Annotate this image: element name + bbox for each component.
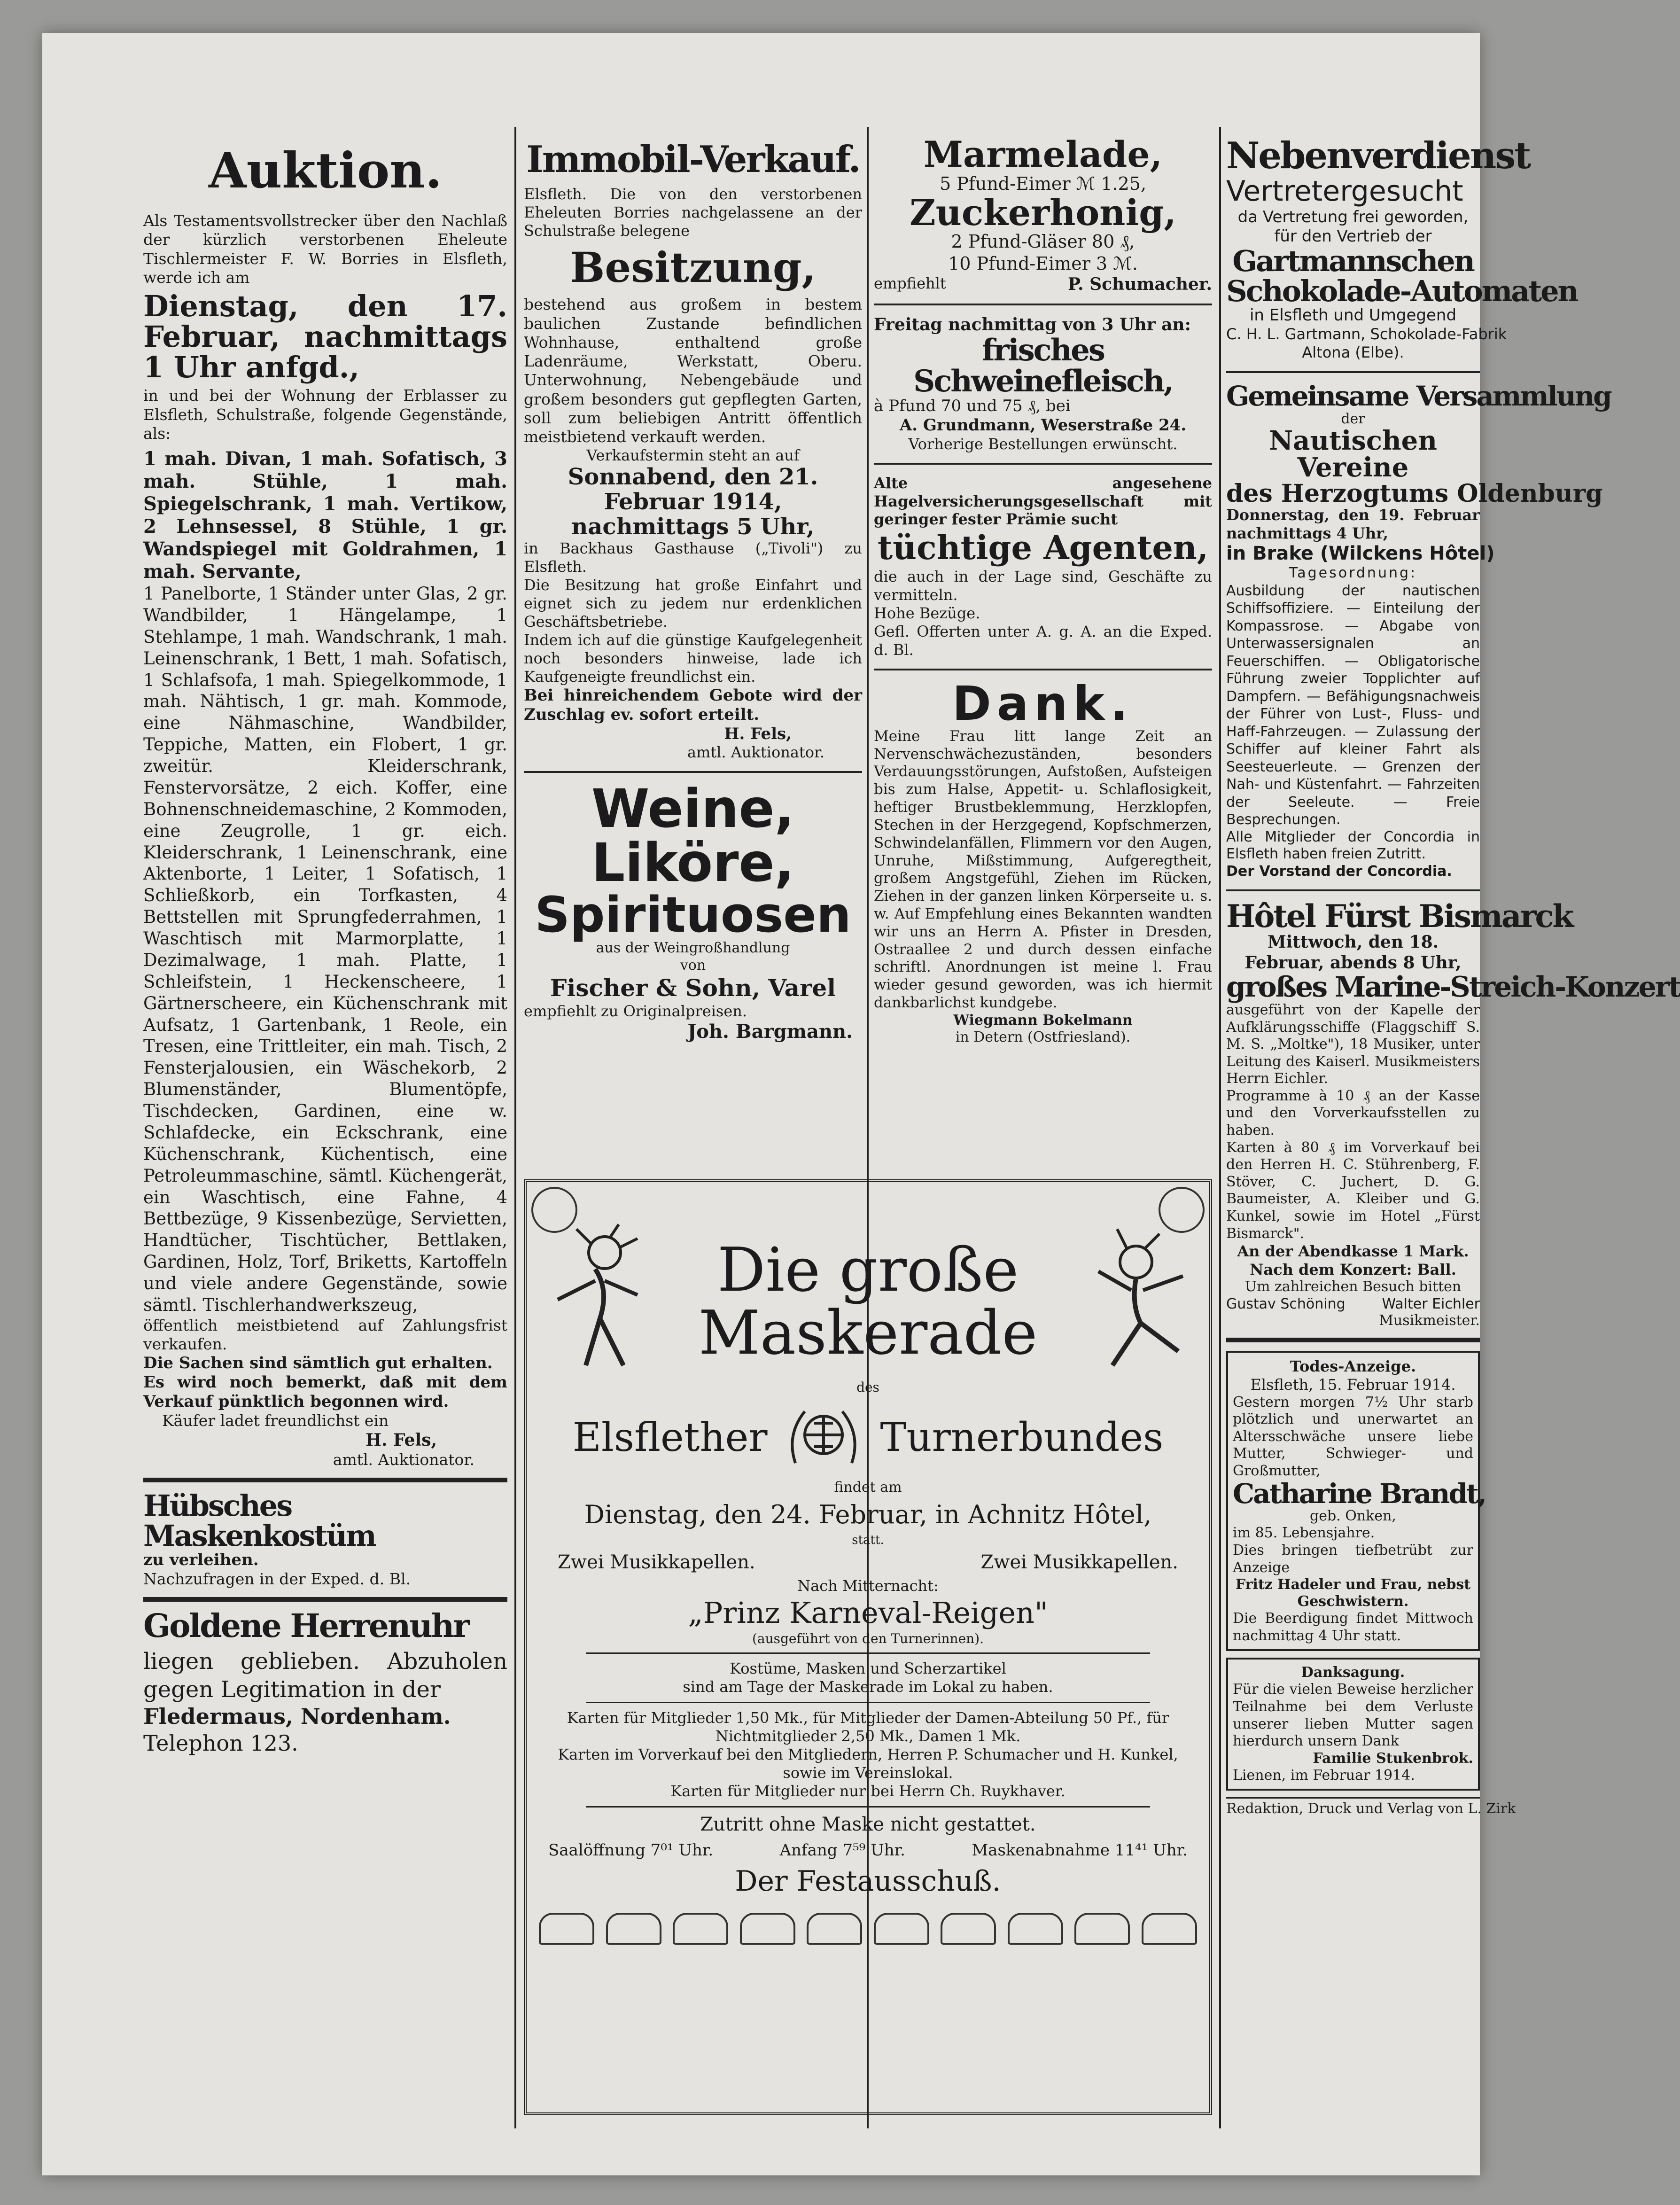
hotel-sign-3: Musikmeister. [1379, 1312, 1480, 1329]
immobil-bold: Bei hinreichendem Gebote wird der Zuschlag ev. sofort erteilt. [524, 686, 862, 724]
uhr-phone: Telephon 123. [143, 1730, 298, 1756]
weine-line-1: Weine, [591, 779, 795, 840]
jester-right-icon [1084, 1224, 1197, 1379]
vers-sign: Der Vorstand der Concordia. [1226, 863, 1452, 880]
neben-title: Nebenverdienst [1226, 134, 1530, 177]
bismarck-ad [1226, 898, 1680, 1329]
newspaper-page [42, 33, 1680, 2175]
maskerade-reigen-note: (ausgeführt von den Turnerinnen). [752, 1631, 984, 1646]
dank2-family: Familie Stukenbrok. [1313, 1750, 1473, 1767]
auktion-items: 1 Panelborte, 1 Ständer unter Glas, 2 gr. Wandbilder, 1 Hängelampe, 1 Stehlampe, 1 mah. Wandschrank, 1 mah. Leinenschrank, 1 Bett, 1 mah. Sofatisch, 1 Schlafsofa, 1 mah. Spiegelkommode, 1 mah. Nähtisch, 1 gr. mah. Kommode, eine Nähmaschine, Wandbilder, Teppiche, Matten, ein Flobert, 1 gr. zweitür. Kleiderschrank, Fenstervorsätze, 2 eich. Koffer, eine Bohnenschneidemaschine, 2 Kommoden, eine Zeugrolle, 1 gr. eich. Kleiderschrank, 1 Leinenschrank, eine Aktenborte, 1 Leiter, 1 Sofatisch, 1 Schließkorb, ein Torfkasten, 4 Bettstellen mit Sprungfederrahmen, 1 Waschtisch mit Marmorplatte, 1 Dezimalwage, 1 mah. Platte, 1 Schleifstein, 1 Heckenscheere, 1 Gärtnerscheere, ein Küchenschrank mit Aufsatz, 1 Gartenbank, 1 Reole, ein Tresen, eine Trittleiter, ein mah. Tisch, 2 Fensterjalousien, ein Wäschekorb, 2 Blumenständer, Blumentöpfe, Tischdecken, Gardinen, eine w. Schlafdecke, ein Eckschrank, eine Küchenschrank, Küchentisch, eine Petroleummaschine, sämtl. Küchengerät, ein Waschtisch, eine Fahne, 4 Bettbezüge, 9 Kissenbezüge, Servietten, Handtücher, Tischtücher, Bettlaken, Gardinen, Holz, Torf, Briketts, Kartoffeln und viele andere Gegenstände, sowie sämtl. Tischlerhandwerkszeug, [143, 584, 507, 1315]
immobil-ad [524, 138, 862, 762]
maskerade-band-left: Zwei Musikkapellen. [558, 1551, 755, 1574]
auktion-note-2: Es wird noch bemerkt, daß mit dem Verkauf pünktlich begonnen wird. [143, 1373, 507, 1411]
auktion-date: Dienstag, den 17. Februar, nachmittags 1 Uhr anfgd., [143, 289, 507, 385]
hotel-text: ausgeführt von der Kapelle der Aufklärungsschiffe (Flaggschiff S. M. S. „Moltke"), 18 Musiker, unter Leitung des Kaiserl. Musikmeisters Herrn Eichler. [1226, 1001, 1480, 1087]
fleisch-price: à Pfund 70 und 75 ₰, bei [874, 396, 1071, 415]
immobil-desc: bestehend aus großem in bestem baulichen Zustande befindlichen Wohnhause, enthaltend große Ladenräume, Werkstatt, Oberu. Unterwohnung, Nebengebäude und großem besonders gut gepflegten Garten, soll zum beliebigen Antritt öffentlich meistbietend verkauft werden. [524, 295, 862, 446]
ornament-icon [1074, 1913, 1130, 1945]
fleisch-sign: A. Grundmann, Weserstraße 24. [899, 416, 1187, 435]
nebenverdienst-ad [1226, 134, 1578, 362]
dank2-title: Danksagung. [1301, 1664, 1405, 1681]
maskerade-open: Saalöffnung 7⁰¹ Uhr. [548, 1841, 714, 1860]
ornament-icon [673, 1913, 728, 1945]
maskerade-ad [524, 1179, 1212, 2119]
maskerade-tickets-1: Karten für Mitglieder 1,50 Mk., für Mitglieder der Damen-Abteilung 50 Pf., für Nichtmitglieder 2,50 Mk., Damen 1 Mk. [567, 1709, 1169, 1745]
dank2-text: Für die vielen Beweise herzlicher Teilnahme bei dem Verluste unserer lieben Mutter sagen hierdurch unsern Dank [1233, 1681, 1473, 1750]
separator [143, 1478, 507, 1482]
weine-ad [524, 779, 862, 1043]
separator [586, 1652, 1150, 1654]
neben-firm-1: Gartmannschen [1232, 244, 1474, 279]
maskerade-findet: findet am [834, 1479, 902, 1496]
todes-name: Catharine Brandt, [1233, 1477, 1486, 1510]
fleisch-intro: Freitag nachmittag von 3 Uhr an: [874, 315, 1191, 335]
zucker-sign: P. Schumacher. [1067, 274, 1212, 295]
agenten-intro: Alte angesehene Hagelversicherungsgesellschaft mit geringer fester Prämie sucht [874, 474, 1212, 528]
maskerade-costume-1: Kostüme, Masken und Scherzartikel [730, 1660, 1006, 1678]
hotel-invite: Um zahlreichen Besuch bitten [1244, 1278, 1462, 1295]
agenten-bezuege: Hohe Bezüge. [874, 604, 980, 622]
vers-agenda-label: Tagesordnung: [1289, 565, 1417, 582]
hotel-ball: Nach dem Konzert: Ball. [1250, 1260, 1456, 1278]
maskerade-midnight: Nach Mitternacht: [797, 1577, 939, 1595]
auktion-place: in und bei der Wohnung der Erblasser zu Elsfleth, Schulstraße, folgende Gegenstände, als: [143, 386, 507, 443]
neben-firm-2: Schokolade-Automaten [1226, 273, 1578, 308]
column-4 [1226, 127, 1680, 2128]
dank-ad [874, 676, 1212, 1046]
auktion-sign-role: amtl. Auktionator. [333, 1450, 474, 1469]
maskerade-start: Anfang 7⁵⁹ Uhr. [779, 1841, 905, 1860]
todes-text: Gestern morgen 7½ Uhr starb plötzlich und unerwartet an Altersschwäche unsere liebe Mutter, Schwieger- und Großmutter, [1233, 1394, 1473, 1479]
vers-line-1: Nautischen Vereine [1268, 425, 1437, 483]
auktion-terms: öffentlich meistbietend auf Zahlungsfrist verkaufen. [143, 1316, 507, 1354]
weine-firm: Fischer & Sohn, Varel [550, 974, 836, 1002]
zucker-price-2: 10 Pfund-Eimer 3 ℳ. [948, 253, 1138, 274]
agenten-offer: Gefl. Offerten unter A. g. A. an die Exped. d. Bl. [874, 622, 1212, 659]
separator [1226, 1338, 1480, 1342]
flower-ornament-icon [531, 1187, 577, 1233]
weine-sign: Joh. Bargmann. [687, 1021, 853, 1043]
todes-funeral: Die Beerdigung findet Mittwoch nachmittag 4 Uhr statt. [1233, 1610, 1473, 1644]
agenten-text: die auch in der Lage sind, Geschäfte zu vermitteln. [874, 567, 1212, 604]
neben-text-2: für den Vertrieb der [1274, 227, 1432, 246]
maskerade-club-left: Elsflether [572, 1414, 768, 1461]
fleisch-title: frisches Schweinefleisch, [913, 333, 1173, 399]
todes-date: Elsfleth, 15. Februar 1914. [1250, 1375, 1456, 1394]
marmelade-ad [874, 133, 1212, 295]
immobil-place: in Backhaus Gasthause („Tivoli") zu Elsfleth. [524, 539, 862, 576]
marmelade-title: Marmelade, [923, 133, 1163, 175]
dank-place: in Detern (Ostfriesland). [955, 1028, 1131, 1045]
turner-cross-emblem-icon [781, 1402, 866, 1473]
ornament-icon [539, 1913, 594, 1945]
maskerade-unmask: Maskenabnahme 11⁴¹ Uhr. [972, 1841, 1188, 1860]
neben-sign-1: C. H. L. Gartmann, Schokolade-Fabrik [1226, 325, 1507, 343]
separator [586, 1806, 1150, 1808]
zucker-price-1: 2 Pfund-Gläser 80 ₰, [951, 231, 1135, 252]
vers-der: der [1341, 410, 1365, 427]
weine-line-2: Liköre, [591, 832, 794, 894]
todes-age: im 85. Lebensjahre. [1233, 1525, 1375, 1542]
column-rule [1219, 127, 1221, 2128]
maskerade-tickets-3: Karten für Mitglieder nur bei Herrn Ch. Ruykhaver. [670, 1782, 1066, 1800]
hotel-tickets: Karten à 80 ₰ im Vorverkauf bei den Herren H. C. Stührenberg, F. Stöver, C. Juchert, D. G. Baumeister, A. Kleiber und G. Kunkel, sowie im Hotel „Fürst Bismarck". [1226, 1139, 1480, 1242]
todes-grief: Dies bringen tiefbetrübt zur Anzeige [1233, 1542, 1473, 1576]
dank2-date: Lienen, im Februar 1914. [1233, 1767, 1415, 1784]
weine-von: von [680, 957, 706, 974]
immobil-date: Sonnabend, den 21. Februar 1914, nachmittags 5 Uhr, [568, 464, 818, 540]
uhr-title: Goldene Herrenuhr [143, 1607, 469, 1645]
uhr-place: Fledermaus, Nordenham. [143, 1704, 451, 1730]
hotel-sign-2: Walter Eichler [1382, 1295, 1480, 1312]
vers-line-2: des Herzogtums Oldenburg [1226, 479, 1603, 508]
maskerade-title-1: Die große [717, 1235, 1019, 1305]
jester-left-icon [539, 1224, 652, 1379]
immobil-heading: Besitzung, [569, 242, 817, 292]
masken-note: Nachzufragen in der Exped. d. Bl. [143, 1569, 411, 1588]
ornament-icon [941, 1913, 996, 1945]
immobil-sign-name: H. Fels, [724, 724, 792, 743]
fleisch-note: Vorherige Bestellungen erwünscht. [908, 435, 1178, 453]
zucker-title: Zuckerhonig, [910, 191, 1176, 234]
herrenuhr-ad [143, 1607, 507, 1756]
separator [1226, 889, 1480, 891]
masken-title: Hübsches Maskenkostüm [143, 1488, 375, 1553]
zucker-empfiehlt: empfiehlt [874, 274, 946, 293]
separator [143, 1597, 507, 1602]
todes-anzeige [1226, 1351, 1486, 1651]
weine-from: aus der Weingroßhandlung [596, 940, 790, 957]
todes-title: Todes-Anzeige. [1290, 1357, 1416, 1376]
maskerade-statt: statt. [852, 1533, 884, 1547]
maskerade-reigen: „Prinz Karneval-Reigen" [688, 1596, 1048, 1630]
ornament-icon [1008, 1913, 1063, 1945]
maskerade-costume-2: sind am Tage der Maskerade im Lokal zu haben. [683, 1678, 1053, 1696]
weine-line-3: Spirituosen [535, 886, 851, 943]
immobil-sign-role: amtl. Auktionator. [687, 743, 824, 762]
separator [1226, 371, 1480, 373]
flower-ornament-icon [1159, 1187, 1205, 1233]
immobil-term-label: Verkaufstermin steht an auf [586, 446, 800, 465]
maskerade-club-right: Turnerbundes [880, 1414, 1164, 1461]
vers-date: Donnerstag, den 19. Februar nachmittags 4 Uhr, [1226, 506, 1480, 542]
danksagung [1226, 1658, 1480, 1791]
auktion-note-1: Die Sachen sind sämtlich gut erhalten. [143, 1354, 493, 1373]
immobil-title: Immobil-Verkauf. [526, 138, 860, 181]
vers-members: Alle Mitglieder der Concordia in Elsfleth haben freien Zutritt. [1226, 828, 1480, 863]
column-1 [143, 127, 507, 2128]
maskerade-frame [524, 1179, 1212, 2115]
vers-agenda: Ausbildung der nautischen Schiffsoffiziere. — Einteilung der Kompassrose. — Abgabe von Unterwassersignalen an Feuerschiffen. — Obligatorische Führung zweier Topplichter auf Dampfern. — Befähigungsnachweis der Führer von Lust-, Fluss- und Haff-Fahrzeugen. — Zulassung der Schiffer auf kleiner Fahrt als Seesteuerleute. — Grenzen der Nah- und Küstenfahrt. — Fahrzeiten der Seeleute. — Freie Besprechungen. [1226, 582, 1480, 828]
ornament-border [539, 1913, 1197, 1945]
column-rule [514, 127, 516, 2128]
vers-title: Gemeinsame Versammlung [1226, 380, 1611, 413]
marmelade-price: 5 Pfund-Eimer ℳ 1.25, [939, 173, 1147, 194]
agenten-title: tüchtige Agenten, [877, 528, 1209, 568]
auktion-invite: Käufer ladet freundlichst ein [162, 1411, 389, 1430]
maskerade-band-right: Zwei Musikkapellen. [980, 1551, 1178, 1574]
todes-born: geb. Onken, [1310, 1507, 1396, 1524]
immobil-text-2: Die Besitzung hat große Einfahrt und eignet sich zu jedem nur erdenklichen Geschäftsbetriebe. [524, 576, 862, 631]
hotel-title: Hôtel Fürst Bismarck [1226, 898, 1573, 935]
hotel-event: großes Marine-Streich-Konzert [1226, 970, 1680, 1004]
ornament-icon [807, 1913, 862, 1945]
uhr-text: liegen geblieben. Abzuholen gegen Legitimation in der [143, 1648, 507, 1703]
ornament-icon [606, 1913, 661, 1945]
hotel-abendkasse: An der Abendkasse 1 Mark. [1237, 1242, 1469, 1261]
column-2 [524, 127, 862, 1175]
separator [586, 1702, 1150, 1703]
immobil-text-3: Indem ich auf die günstige Kaufgelegenheit noch besonders hinweise, lade ich Kaufgeneigte freundlichst ein. [524, 631, 862, 686]
maskerade-zutritt: Zutritt ohne Maske nicht gestattet. [700, 1814, 1036, 1836]
separator [524, 771, 862, 773]
versammlung-ad [1226, 380, 1611, 880]
neben-region: in Elsfleth und Umgegend [1249, 305, 1457, 325]
agenten-ad [874, 474, 1212, 659]
maskerade-committee: Der Festausschuß. [735, 1865, 1001, 1898]
footer-imprint: Redaktion, Druck und Verlag von L. Zirk [1226, 1797, 1480, 1818]
separator [874, 463, 1212, 465]
separator [874, 304, 1212, 305]
hotel-sign-1: Gustav Schöning [1226, 1295, 1346, 1312]
hotel-date: Mittwoch, den 18. Februar, abends 8 Uhr, [1244, 932, 1462, 973]
auktion-sign-name: H. Fels, [365, 1430, 437, 1450]
immobil-intro: Elsfleth. Die von den verstorbenen Eheleuten Borries nachgelassene an der Schulstraße belegene [524, 185, 862, 240]
auktion-intro: Als Testamentsvollstrecker über den Nachlaß der kürzlich verstorbenen Eheleute Tischlermeister F. W. Borries in Elsfleth, werde ich am [143, 211, 507, 287]
todes-family: Fritz Hadeler und Frau, nebst Geschwistern. [1235, 1576, 1471, 1610]
dank-text: Meine Frau litt lange Zeit an Nervenschwächezuständen, besonders Verdauungsstörungen, Aufstoßen, Aufsteigen bis zum Halse, Appetit- u. Schlaflosigkeit, heftiger Brustbeklemmung, Herzklopfen, Stechen in der Herzgegend, Kopfschmerzen, Schwindelanfällen, Flimmern vor den Augen, Unruhe, Mißstimmung, Aufgeregtheit, großem Angstgefühl, Ziehen im Rücken, Ziehen in der ganzen linken Körperseite u. s. w. Auf Empfehlung eines Bekannten wandten wir uns an Herrn A. Pfister in Dresden, Ostraallee 2 und durch dessen einfache schriftl. Anordnungen ist meine l. Frau wieder gesund geworden, was ich hiermit dankbarlichst kundgebe. [874, 727, 1212, 1012]
schweinefleisch-ad [874, 315, 1212, 453]
maskerade-date: Dienstag, den 24. Februar, in Achnitz Hôtel, [584, 1499, 1152, 1529]
maskerade-tickets-2: Karten im Vorverkauf bei den Mitgliedern, Herren P. Schumacher und H. Kunkel, sowie im Vereinslokal. [558, 1745, 1178, 1782]
neben-sign-2: Altona (Elbe). [1302, 343, 1404, 362]
auktion-ad [143, 141, 507, 1469]
dank-sign: Wiegmann Bokelmann [953, 1012, 1133, 1028]
auktion-title: Auktion. [208, 141, 443, 199]
neben-text-1: da Vertretung frei geworden, [1237, 207, 1469, 226]
ornament-icon [740, 1913, 795, 1945]
ornament-icon [1142, 1913, 1197, 1945]
neben-sub: Vertretergesucht [1226, 174, 1463, 208]
maskerade-des: des [856, 1379, 879, 1395]
vers-place: in Brake (Wilckens Hôtel) [1226, 543, 1495, 565]
auktion-items-bold: 1 mah. Divan, 1 mah. Sofatisch, 3 mah. Stühle, 1 mah. Spiegelschrank, 1 mah. Vertikow, 2 Lehnsessel, 8 Stühle, 1 gr. Wandspiegel mit Goldrahmen, 1 mah. Servante, [143, 448, 507, 583]
weine-recommend: empfiehlt zu Originalpreisen. [524, 1002, 747, 1021]
dank-title: Dank. [952, 676, 1134, 731]
separator [874, 669, 1212, 670]
column-3 [874, 127, 1212, 1175]
maskerade-title-2: Maskerade [698, 1298, 1038, 1368]
maskenkostuem-ad [143, 1488, 507, 1589]
hotel-program: Programme à 10 ₰ an der Kasse und den Vorverkaufsstellen zu haben. [1226, 1087, 1480, 1139]
masken-sub: zu verleihen. [143, 1550, 259, 1569]
ornament-icon [874, 1913, 929, 1945]
